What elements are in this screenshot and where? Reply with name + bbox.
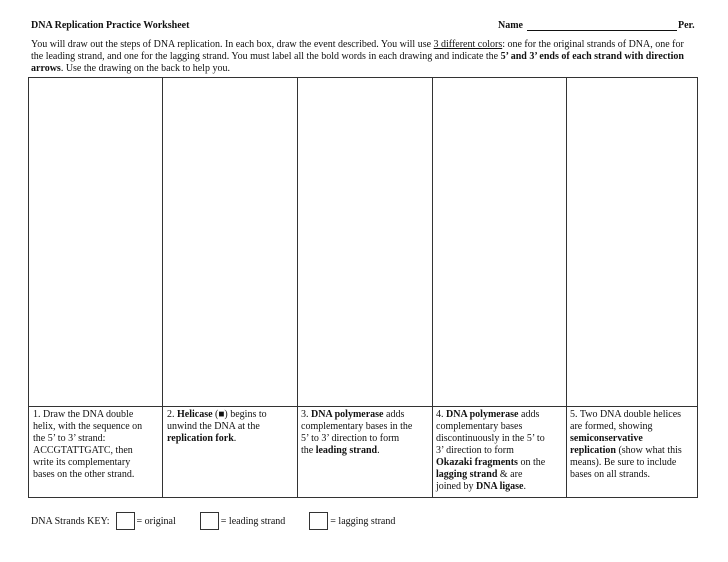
- step-1-sequence: ACCGTATTGATC, then: [33, 445, 133, 456]
- step-5-text: (show what this: [615, 445, 682, 456]
- step-3-text: 3.: [301, 409, 311, 420]
- step-1-line: the 5’ to 3’ strand:: [33, 433, 106, 444]
- okazaki-fragments-term: Okazaki fragments: [436, 457, 518, 468]
- name-label: Name: [498, 20, 523, 31]
- column-divider: [566, 78, 567, 497]
- step-1-line: write its complementary: [33, 457, 131, 468]
- step-4-text: discontinuously in the 5’ to: [436, 433, 545, 444]
- step-2-text: 2.: [167, 409, 177, 420]
- key-item-original: [110, 512, 176, 530]
- key-original-label: = original: [136, 515, 176, 527]
- column-divider: [162, 78, 163, 497]
- step-3-text: complementary bases in the: [301, 421, 413, 432]
- step-5-text: 5. Two DNA double helices: [570, 409, 682, 420]
- row-divider: [29, 406, 697, 407]
- leading-strand-term: leading strand: [315, 445, 378, 456]
- step-2-text: unwind the DNA at the: [167, 421, 260, 432]
- step-5-text: bases on all strands.: [570, 469, 650, 480]
- period-label: Per.: [678, 20, 695, 31]
- key-leading-label: = leading strand: [220, 515, 286, 527]
- step-5-description: [570, 409, 698, 481]
- name-blank-line[interactable]: [527, 20, 677, 31]
- dna-polymerase-term: DNA polymerase: [446, 409, 519, 420]
- semiconservative-term: semiconservative: [570, 433, 643, 444]
- key-item-lagging: [303, 512, 395, 530]
- column-divider: [297, 78, 298, 497]
- step-5-text: means). Be sure to include: [570, 457, 677, 468]
- replication-fork-term: replication fork: [167, 433, 234, 444]
- step-1-line: helix, with the sequence on: [33, 421, 143, 432]
- step-3-text: the: [301, 445, 316, 456]
- replication-term: replication: [570, 445, 616, 456]
- dna-strands-key: [31, 512, 413, 530]
- step-4-text: 3’ direction to form: [436, 445, 514, 456]
- step-1-line: 1. Draw the DNA double: [33, 409, 134, 420]
- key-label: DNA Strands KEY:: [31, 515, 110, 527]
- step-4-text: .: [523, 481, 526, 492]
- step-2-description: [167, 409, 295, 445]
- original-color-box[interactable]: [116, 512, 135, 530]
- lagging-strand-term: lagging strand: [436, 469, 498, 480]
- instructions-part-1: You will draw out the steps of DNA replication. In each box, draw the event described. You will use: [31, 39, 434, 50]
- step-3-text: adds: [383, 409, 405, 420]
- name-field: [498, 20, 677, 31]
- step-1-description: [33, 409, 161, 481]
- leading-color-box[interactable]: [200, 512, 219, 530]
- worksheet-title: DNA Replication Practice Worksheet: [31, 20, 190, 31]
- three-colors-phrase: 3 different colors: [433, 39, 503, 50]
- ends-arrows-phrase: 5’ and 3’ ends of each strand with direction arrows: [31, 51, 684, 74]
- lagging-color-box[interactable]: [309, 512, 328, 530]
- dna-ligase-term: DNA ligase: [476, 481, 524, 492]
- step-4-text: complementary bases: [436, 421, 523, 432]
- dna-polymerase-term: DNA polymerase: [311, 409, 384, 420]
- step-3-text: .: [377, 445, 380, 456]
- instructions-paragraph: [31, 39, 697, 75]
- step-5-text: are formed, showing: [570, 421, 653, 432]
- step-4-text: & are: [497, 469, 523, 480]
- step-4-text: 4.: [436, 409, 446, 420]
- step-3-text: 5’ to 3’ direction to form: [301, 433, 400, 444]
- step-4-description: [436, 409, 566, 493]
- key-lagging-label: = lagging strand: [330, 515, 396, 527]
- step-4-text: joined by: [436, 481, 476, 492]
- step-1-line: bases on the other strand.: [33, 469, 135, 480]
- step-2-text: .: [233, 433, 237, 444]
- key-item-leading: [194, 512, 286, 530]
- instructions-part-5: . Use the drawing on the back to help you.: [60, 63, 230, 74]
- step-3-description: [301, 409, 431, 457]
- helicase-term: Helicase: [177, 409, 213, 420]
- instructions-part-3: : one for the original strands of DNA, one for the leading strand, and one for the lagging strand. You must label all the bold words in each drawing and indicate the: [31, 39, 684, 62]
- step-4-text: adds: [518, 409, 540, 420]
- step-4-text: on the: [517, 457, 546, 468]
- drawing-grid: [28, 77, 698, 498]
- column-divider: [432, 78, 433, 497]
- step-2-text: (■) begins to: [212, 409, 267, 420]
